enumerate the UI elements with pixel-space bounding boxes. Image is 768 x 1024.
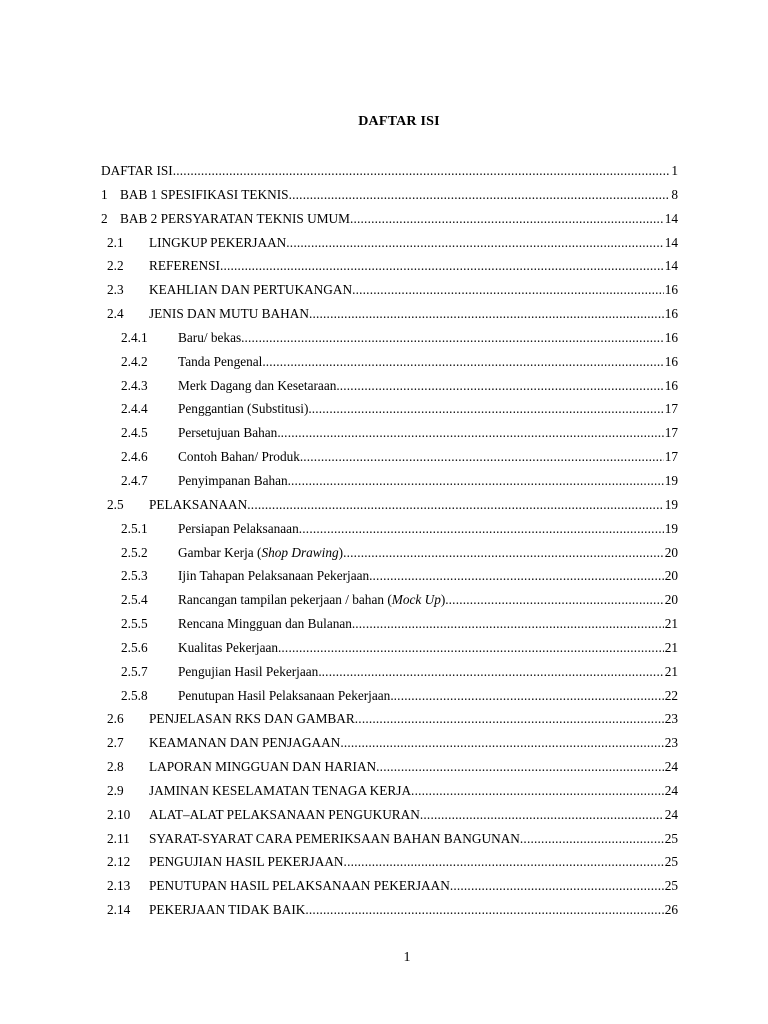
toc-entry-title xyxy=(101,163,173,179)
toc-entry-leader-dots xyxy=(449,592,664,608)
toc-entry-title xyxy=(149,831,520,847)
toc-entry-line xyxy=(149,759,678,775)
toc-entry-title xyxy=(120,211,350,227)
toc-entry[interactable] xyxy=(0,848,768,872)
toc-entry-page: 16 xyxy=(664,329,678,345)
toc-entry-title-suffix: ) xyxy=(338,544,344,560)
toc-entry-number: 2.5.2 xyxy=(121,544,148,560)
toc-entry-page: 22 xyxy=(664,687,678,703)
toc-entry[interactable] xyxy=(0,205,768,229)
toc-entry-number: 2.9 xyxy=(107,782,124,798)
toc-entry[interactable] xyxy=(0,777,768,801)
toc-entry[interactable] xyxy=(0,634,768,658)
toc-entry-page: 23 xyxy=(664,735,678,751)
toc-entry-title-text: Baru/ bekas. xyxy=(178,329,245,345)
toc-entry-page: 20 xyxy=(664,544,678,560)
toc-entry-page: 14 xyxy=(664,258,678,274)
toc-entry-title xyxy=(149,878,450,894)
toc-entry-line xyxy=(149,783,678,799)
toc-entry-title-text: JENIS DAN MUTU BAHAN xyxy=(149,306,309,322)
toc-entry-title-text: Penggantian (Substitusi). xyxy=(178,401,312,417)
toc-entry-page: 24 xyxy=(664,759,678,775)
toc-entry-line xyxy=(149,711,678,727)
toc-entry-number: 2.5.4 xyxy=(121,592,148,608)
toc-entry-title-text: PENGUJIAN HASIL PEKERJAAN xyxy=(149,854,344,870)
toc-entry-page: 24 xyxy=(664,806,678,822)
toc-entry-page: 16 xyxy=(664,377,678,393)
toc-entry-title xyxy=(178,521,299,537)
toc-entry-title xyxy=(149,497,247,513)
toc-entry-title-text: Persetujuan Bahan. xyxy=(178,425,281,441)
toc-entry-title-text: Ijin Tahapan Pelaksanaan Pekerjaan. xyxy=(178,568,373,584)
toc-entry[interactable] xyxy=(0,562,768,586)
toc-entry-page: 17 xyxy=(664,449,678,465)
toc-entry[interactable] xyxy=(0,419,768,443)
toc-entry-leader-dots xyxy=(244,330,663,346)
toc-entry-leader-dots xyxy=(303,449,663,465)
toc-entry-number: 2.11 xyxy=(107,830,130,846)
table-of-contents xyxy=(0,157,768,920)
toc-entry-title-text: Gambar Kerja ( xyxy=(178,544,262,560)
toc-entry-leader-dots xyxy=(309,306,664,322)
toc-entry-page: 21 xyxy=(664,616,678,632)
toc-entry-title-text: PEKERJAAN TIDAK BAIK xyxy=(149,902,306,918)
toc-entry-number: 2.4.1 xyxy=(121,329,148,345)
toc-entry-title-text: PELAKSANAAN xyxy=(149,496,248,512)
toc-entry-leader-dots xyxy=(312,401,664,417)
toc-entry[interactable] xyxy=(0,157,768,181)
toc-entry-page: 16 xyxy=(664,306,678,322)
toc-entry-line xyxy=(149,735,678,751)
toc-entry-leader-dots xyxy=(220,258,664,274)
toc-entry-title xyxy=(178,545,343,561)
toc-entry[interactable] xyxy=(0,896,768,920)
toc-entry-leader-dots xyxy=(340,735,663,751)
toc-entry-number: 2.13 xyxy=(107,878,131,894)
toc-entry[interactable] xyxy=(0,372,768,396)
toc-entry[interactable] xyxy=(0,610,768,634)
toc-entry-line xyxy=(149,902,678,918)
toc-entry-title xyxy=(120,187,289,203)
toc-entry-title xyxy=(149,258,220,274)
toc-entry-page: 21 xyxy=(664,663,678,679)
toc-entry-number: 2.5.1 xyxy=(121,520,148,536)
toc-entry-line xyxy=(149,497,678,513)
toc-entry-line xyxy=(178,664,678,680)
toc-entry-leader-dots xyxy=(355,616,663,632)
toc-entry[interactable] xyxy=(0,658,768,682)
toc-entry-page: 14 xyxy=(664,234,678,250)
toc-entry-number: 2.2 xyxy=(107,258,124,274)
toc-entry-number: 2.6 xyxy=(107,711,124,727)
toc-entry-title xyxy=(178,473,291,489)
toc-entry-number: 2.14 xyxy=(107,902,131,918)
toc-entry[interactable] xyxy=(0,515,768,539)
toc-entry-page: 8 xyxy=(671,186,678,202)
toc-entry-title-text: Persiapan Pelaksanaan xyxy=(178,520,299,536)
toc-entry-page: 20 xyxy=(664,568,678,584)
toc-entry-page: 25 xyxy=(664,830,678,846)
toc-entry-page: 26 xyxy=(664,902,678,918)
toc-entry-line xyxy=(178,640,678,656)
toc-entry-number: 2.5.7 xyxy=(121,663,148,679)
toc-entry-line xyxy=(178,473,678,489)
toc-entry-leader-dots xyxy=(343,545,664,561)
toc-entry[interactable] xyxy=(0,801,768,825)
toc-entry-title xyxy=(178,688,394,704)
toc-entry-line xyxy=(178,545,678,561)
toc-entry-number: 2.5.6 xyxy=(121,639,148,655)
toc-entry-line xyxy=(178,425,678,441)
toc-entry-page: 17 xyxy=(664,425,678,441)
toc-entry-page: 21 xyxy=(664,639,678,655)
toc-entry-number: 2.3 xyxy=(107,282,124,298)
toc-entry-line xyxy=(149,235,678,251)
toc-entry-title xyxy=(149,235,286,251)
toc-entry-number: 2 xyxy=(101,210,108,226)
toc-entry-title-text: ALAT–ALAT PELAKSANAAN PENGUKURAN xyxy=(149,806,420,822)
toc-entry-leader-dots xyxy=(322,664,664,680)
toc-entry-title xyxy=(149,711,355,727)
toc-entry-leader-dots xyxy=(344,854,664,870)
toc-entry-leader-dots xyxy=(520,831,664,847)
toc-entry-title xyxy=(178,330,244,346)
toc-entry-title xyxy=(149,735,340,751)
toc-entry-title xyxy=(178,592,449,608)
toc-entry-leader-dots xyxy=(281,425,664,441)
toc-entry-title-text: Tanda Pengenal. xyxy=(178,353,266,369)
toc-entry-title-text: Penyimpanan Bahan. xyxy=(178,472,291,488)
toc-entry-leader-dots xyxy=(173,163,671,179)
toc-entry-title-text: PENUTUPAN HASIL PELAKSANAAN PEKERJAAN xyxy=(149,878,450,894)
toc-entry[interactable] xyxy=(0,276,768,300)
toc-entry-title-text: JAMINAN KESELAMATAN TENAGA KERJA xyxy=(149,782,412,798)
toc-entry-title xyxy=(178,616,355,632)
toc-entry-title xyxy=(178,378,340,394)
toc-entry-number: 2.4.5 xyxy=(121,425,148,441)
toc-entry-leader-dots xyxy=(266,354,664,370)
toc-entry-page: 25 xyxy=(664,854,678,870)
toc-entry-line xyxy=(178,449,678,465)
toc-entry-title xyxy=(149,807,420,823)
toc-entry-number: 2.4.6 xyxy=(121,449,148,465)
toc-entry-line xyxy=(149,878,678,894)
toc-entry-title xyxy=(178,568,373,584)
toc-entry-number: 2.5.3 xyxy=(121,568,148,584)
toc-entry-line xyxy=(178,401,678,417)
toc-entry-number: 2.7 xyxy=(107,735,124,751)
toc-entry-title xyxy=(178,401,312,417)
toc-entry-title-text: BAB 1 SPESIFIKASI TEKNIS xyxy=(120,186,289,202)
toc-entry-page: 16 xyxy=(664,282,678,298)
toc-entry-title-text: SYARAT-SYARAT CARA PEMERIKSAAN BAHAN BANGUNAN xyxy=(149,830,520,846)
toc-entry-title xyxy=(149,783,411,799)
toc-entry-leader-dots xyxy=(420,807,664,823)
toc-entry-title-text: KEAMANAN DAN PENJAGAAN xyxy=(149,735,341,751)
toc-entry-leader-dots xyxy=(352,282,664,298)
toc-entry-line xyxy=(149,854,678,870)
toc-entry-leader-dots xyxy=(247,497,663,513)
toc-entry-title xyxy=(149,759,376,775)
toc-entry[interactable] xyxy=(0,324,768,348)
toc-entry-title-text: REFERENSI xyxy=(149,258,220,274)
toc-entry-leader-dots xyxy=(373,568,664,584)
toc-entry-leader-dots xyxy=(350,211,664,227)
toc-entry[interactable] xyxy=(0,872,768,896)
toc-entry-leader-dots xyxy=(305,902,663,918)
toc-entry-page: 1 xyxy=(671,163,678,178)
toc-entry-line xyxy=(178,592,678,608)
toc-entry-title-text: LINGKUP PEKERJAAN xyxy=(149,234,287,250)
toc-entry-title-text: Pengujian Hasil Pekerjaan. xyxy=(178,663,322,679)
toc-entry-title xyxy=(178,449,303,465)
toc-entry[interactable] xyxy=(0,467,768,491)
toc-entry-page: 20 xyxy=(664,592,678,608)
toc-entry[interactable] xyxy=(0,300,768,324)
toc-entry-page: 19 xyxy=(664,520,678,536)
toc-entry-number: 2.10 xyxy=(107,806,131,822)
toc-entry-page: 25 xyxy=(664,878,678,894)
toc-entry-number: 2.8 xyxy=(107,759,124,775)
toc-entry-leader-dots xyxy=(450,878,664,894)
toc-entry-title xyxy=(178,664,322,680)
toc-entry-number: 2.4.2 xyxy=(121,353,148,369)
toc-entry[interactable] xyxy=(0,229,768,253)
toc-entry[interactable] xyxy=(0,491,768,515)
toc-entry[interactable] xyxy=(0,682,768,706)
toc-entry-title xyxy=(178,425,281,441)
toc-entry-page: 14 xyxy=(664,210,678,226)
toc-entry-title xyxy=(149,306,309,322)
toc-entry-page: 23 xyxy=(664,711,678,727)
toc-entry-line xyxy=(178,521,678,537)
page-number: 1 xyxy=(403,950,411,965)
toc-entry[interactable] xyxy=(0,705,768,729)
toc-entry-number: 2.4.7 xyxy=(121,472,148,488)
toc-entry-title-text: Rancangan tampilan pekerjaan / bahan ( xyxy=(178,592,392,608)
toc-entry-title-italic: Shop Drawing xyxy=(261,544,339,560)
toc-entry-line xyxy=(178,330,678,346)
toc-entry-number: 2.5 xyxy=(107,496,124,512)
toc-entry-line xyxy=(101,163,678,179)
toc-entry-title xyxy=(178,354,266,370)
toc-entry-title-text: KEAHLIAN DAN PERTUKANGAN xyxy=(149,282,353,298)
toc-entry-line xyxy=(178,688,678,704)
toc-entry[interactable] xyxy=(0,348,768,372)
toc-entry-leader-dots xyxy=(376,759,664,775)
toc-entry[interactable] xyxy=(0,753,768,777)
toc-entry[interactable] xyxy=(0,395,768,419)
toc-entry[interactable] xyxy=(0,729,768,753)
toc-entry-leader-dots xyxy=(394,688,664,704)
toc-entry-line xyxy=(178,378,678,394)
toc-entry-page: 19 xyxy=(664,496,678,512)
toc-entry[interactable] xyxy=(0,252,768,276)
toc-entry-title-text: Kualitas Pekerjaan. xyxy=(178,639,282,655)
toc-entry-title-suffix: ). xyxy=(440,592,449,608)
toc-entry-line xyxy=(120,211,678,227)
toc-entry-title-italic: Mock Up xyxy=(391,592,441,608)
toc-entry[interactable] xyxy=(0,825,768,849)
toc-entry[interactable] xyxy=(0,181,768,205)
toc-entry-title-text: BAB 2 PERSYARATAN TEKNIS UMUM xyxy=(120,210,350,226)
toc-entry-line xyxy=(178,354,678,370)
toc-entry-number: 2.5.8 xyxy=(121,687,148,703)
toc-entry-leader-dots xyxy=(291,473,664,489)
toc-entry-title-text: PENJELASAN RKS DAN GAMBAR xyxy=(149,711,355,727)
toc-entry-line xyxy=(149,306,678,322)
toc-entry-title xyxy=(149,854,344,870)
toc-entry-title-text: Penutupan Hasil Pelaksanaan Pekerjaan. xyxy=(178,687,394,703)
toc-entry-title-text: LAPORAN MINGGUAN DAN HARIAN xyxy=(149,759,377,775)
toc-entry-line xyxy=(149,258,678,274)
toc-entry-title-text: DAFTAR ISI xyxy=(101,163,173,178)
toc-entry-page: 16 xyxy=(664,353,678,369)
toc-entry-page: 19 xyxy=(664,472,678,488)
toc-entry-page: 24 xyxy=(664,782,678,798)
toc-entry-title xyxy=(149,902,305,918)
toc-entry[interactable] xyxy=(0,586,768,610)
toc-entry[interactable] xyxy=(0,443,768,467)
toc-entry-line xyxy=(178,568,678,584)
toc-entry-number: 1 xyxy=(101,186,108,202)
toc-entry-number: 2.4.4 xyxy=(121,401,148,417)
toc-entry-number: 2.1 xyxy=(107,234,124,250)
toc-entry-line xyxy=(149,831,678,847)
toc-entry-leader-dots xyxy=(411,783,664,799)
toc-entry-leader-dots xyxy=(299,521,664,537)
toc-entry-number: 2.4 xyxy=(107,306,124,322)
toc-entry-leader-dots xyxy=(289,187,671,203)
toc-entry-line xyxy=(178,616,678,632)
toc-entry-leader-dots xyxy=(340,378,664,394)
toc-entry-leader-dots xyxy=(281,640,663,656)
page-title: DAFTAR ISI xyxy=(358,114,440,129)
toc-entry-title-text: Contoh Bahan/ Produk. xyxy=(178,449,304,465)
toc-entry-line xyxy=(149,807,678,823)
toc-entry-number: 2.12 xyxy=(107,854,131,870)
toc-entry-title xyxy=(149,282,352,298)
toc-entry-number: 2.4.3 xyxy=(121,377,148,393)
toc-entry-title xyxy=(178,640,281,656)
toc-entry-title-text: Rencana Mingguan dan Bulanan. xyxy=(178,616,356,632)
toc-entry-page: 17 xyxy=(664,401,678,417)
toc-entry-number: 2.5.5 xyxy=(121,616,148,632)
toc-entry-line xyxy=(120,187,678,203)
toc-entry[interactable] xyxy=(0,539,768,563)
toc-entry-title-text: Merk Dagang dan Kesetaraan. xyxy=(178,377,340,393)
toc-entry-line xyxy=(149,282,678,298)
toc-entry-leader-dots xyxy=(355,711,664,727)
toc-entry-leader-dots xyxy=(286,235,663,251)
